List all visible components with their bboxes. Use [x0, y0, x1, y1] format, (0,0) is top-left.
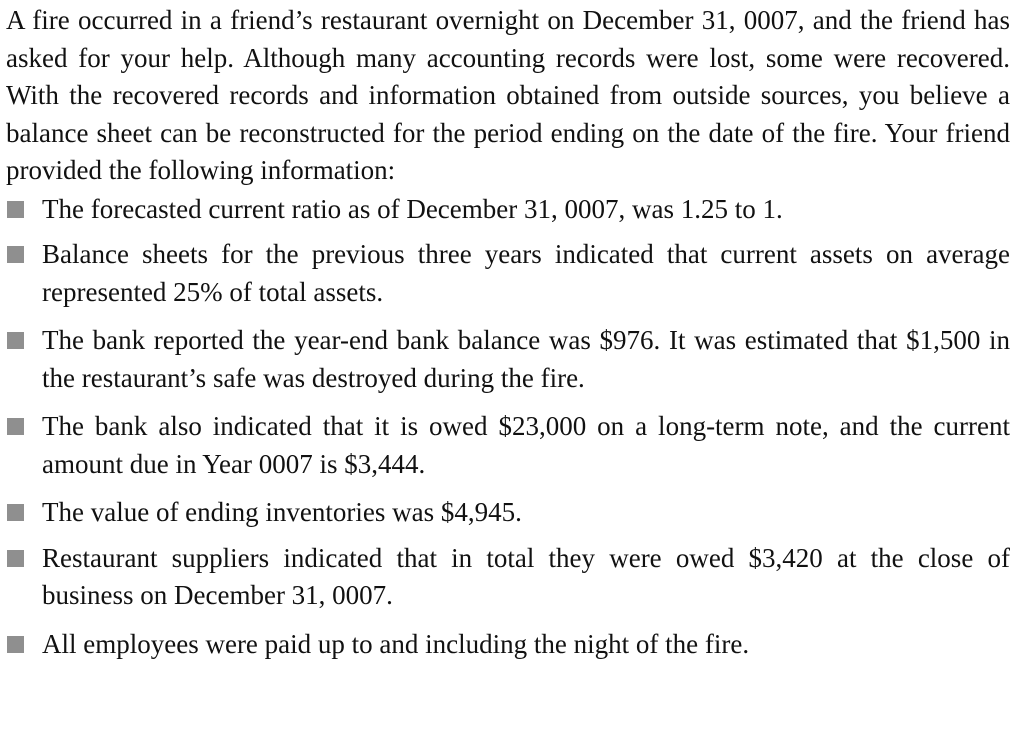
list-item-text: The forecasted current ratio as of December 31, 0007, was 1.25 to 1. — [42, 193, 783, 224]
list-item-text: Restaurant suppliers indicated that in total they were owed $3,420 at the close of business on December 31, 0007. — [42, 542, 1010, 610]
square-bullet-icon — [7, 332, 24, 349]
list-item-text: The value of ending inventories was $4,945. — [42, 497, 522, 527]
square-bullet-icon — [7, 246, 24, 263]
square-bullet-icon — [7, 636, 24, 653]
list-item — [6, 322, 1010, 397]
list-item-text: All employees were paid up to and including the night of the fire. — [42, 628, 750, 659]
list-item-text: Balance sheets for the previous three years indicated that current assets on average represented 25% of total assets. — [42, 239, 1010, 307]
square-bullet-icon — [7, 504, 24, 521]
square-bullet-icon — [7, 418, 24, 435]
list-item-text: The bank reported the year-end bank balance was $976. It was estimated that $1,500 in the restaurant’s safe was destroyed during the fire. — [42, 325, 1010, 393]
square-bullet-icon — [7, 550, 24, 567]
list-item — [6, 626, 1010, 664]
list-item — [6, 236, 1010, 311]
square-bullet-icon — [7, 201, 24, 218]
information-list — [6, 191, 1010, 664]
list-item-text: The bank also indicated that it is owed $23,000 on a long-term note, and the current amount due in Year 0007 is $3,444. — [42, 411, 1010, 479]
list-item — [6, 191, 1010, 229]
intro-paragraph: A fire occurred in a friend’s restaurant overnight on December 31, 0007, and the friend has asked for your help. Although many accounting records were lost, some were recovered. With the recovered records and information obtained from outside sources, you believe a balance sheet can be reconstructed for the period ending on the date of the fire. Your friend provided the following information: — [6, 5, 1010, 185]
list-item — [6, 408, 1010, 483]
document-page — [6, 2, 1010, 663]
list-item — [6, 540, 1010, 615]
list-item — [6, 494, 1010, 532]
